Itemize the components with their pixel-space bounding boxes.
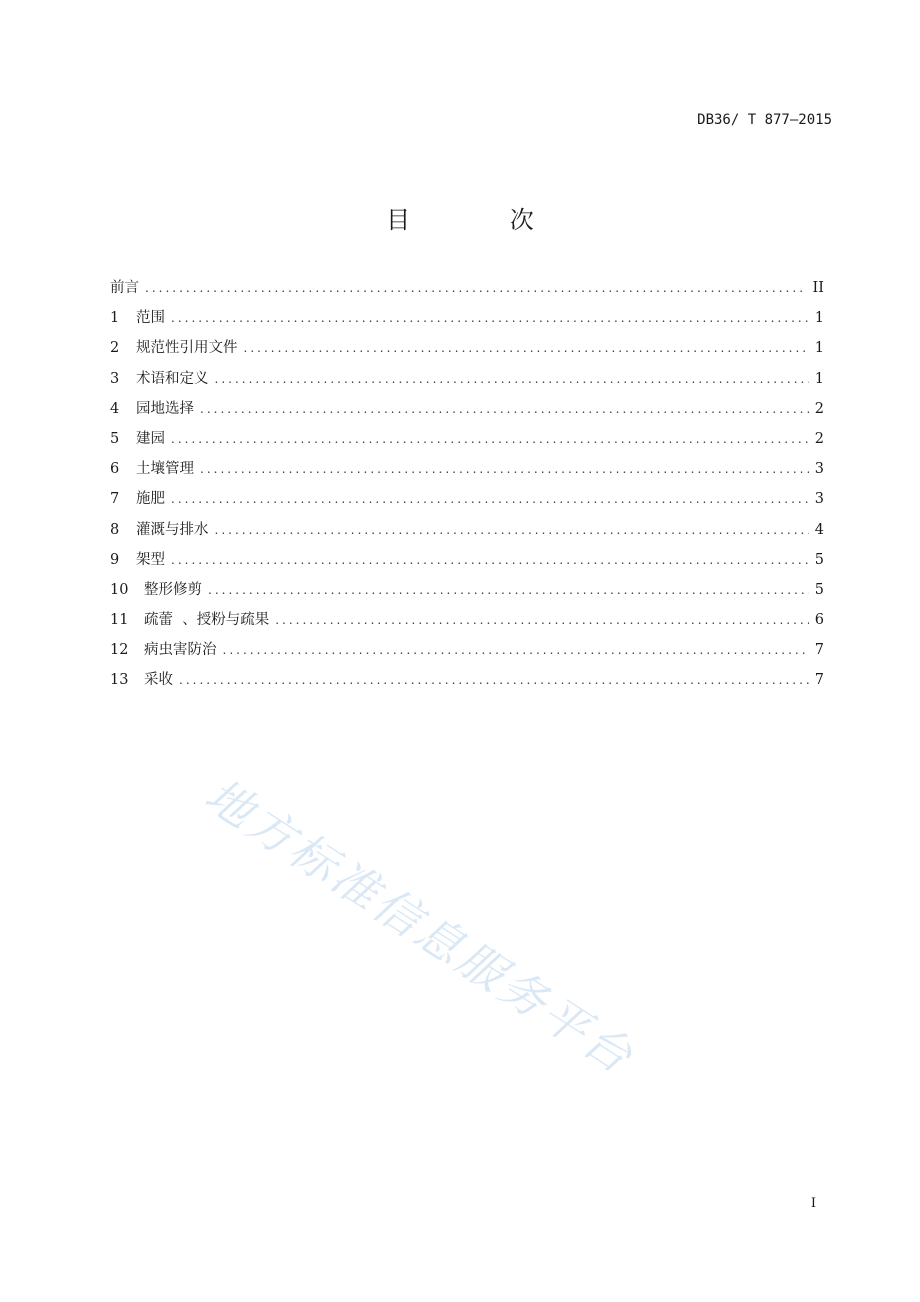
toc-entry-1[interactable] (110, 308, 824, 338)
toc-entry-number: 10 (110, 581, 129, 598)
toc-leader-dots (171, 429, 809, 449)
toc-entry-number: 8 (110, 521, 120, 538)
toc-entry-8[interactable] (110, 520, 824, 550)
toc-entry-11[interactable] (110, 610, 824, 640)
toc-entry-page: 1 (814, 370, 824, 387)
toc-leader-dots (275, 610, 809, 630)
toc-entry-label: 病虫害防治 (144, 642, 217, 659)
toc-entry-number: 7 (110, 491, 120, 508)
toc-leader-dots (171, 308, 809, 328)
toc-entry-number: 2 (110, 340, 120, 357)
toc-entry-13[interactable] (110, 670, 824, 700)
toc-leader-dots (223, 640, 809, 660)
toc-entry-label: 疏蕾 、授粉与疏果 (144, 612, 270, 629)
toc-entry-label: 土壤管理 (136, 461, 194, 478)
toc-entry-6[interactable] (110, 459, 824, 489)
toc-entry-page: 2 (814, 400, 824, 417)
table-of-contents (110, 278, 824, 701)
toc-entry-label: 整形修剪 (144, 581, 202, 598)
toc-leader-dots (200, 399, 809, 419)
toc-entry-number: 6 (110, 461, 120, 478)
toc-entry-page: 3 (814, 461, 824, 478)
toc-entry-page: 5 (814, 551, 824, 568)
toc-leader-dots (200, 459, 809, 479)
toc-entry-9[interactable] (110, 550, 824, 580)
toc-leader-dots (171, 550, 809, 570)
toc-leader-dots (215, 520, 809, 540)
toc-entry-number: 12 (110, 642, 129, 659)
watermark: 地方标准信息服务平台 (195, 767, 645, 1086)
toc-entry-label: 园地选择 (136, 400, 194, 417)
toc-entry-12[interactable] (110, 640, 824, 670)
toc-leader-dots (244, 338, 809, 358)
toc-entry-number: 3 (110, 370, 120, 387)
toc-entry-label: 建园 (136, 430, 165, 447)
toc-entry-label: 施肥 (136, 491, 165, 508)
toc-entry-page: 3 (814, 491, 824, 508)
toc-entry-5[interactable] (110, 429, 824, 459)
page-title: 目 次 (386, 206, 580, 234)
toc-entry-number: 13 (110, 672, 129, 689)
toc-entry-label: 架型 (136, 551, 165, 568)
toc-entry-label: 前言 (110, 280, 139, 296)
toc-entry-label: 范围 (136, 310, 165, 327)
toc-leader-dots (215, 369, 809, 389)
toc-leader-dots (179, 670, 809, 690)
toc-entry-number: 9 (110, 551, 120, 568)
toc-entry-page: 7 (814, 642, 824, 659)
toc-entry-number: 11 (110, 612, 129, 629)
toc-entry-7[interactable] (110, 489, 824, 519)
toc-entry-label: 采收 (144, 672, 173, 689)
toc-entry-preface[interactable] (110, 278, 824, 308)
toc-entry-page: 6 (814, 612, 824, 629)
toc-leader-dots (208, 580, 809, 600)
document-code: DB36/ T 877—2015 (697, 112, 832, 128)
toc-entry-label: 灌溉与排水 (136, 521, 209, 538)
toc-entry-page: 2 (814, 430, 824, 447)
toc-entry-label: 规范性引用文件 (136, 340, 238, 357)
toc-entry-page: 4 (814, 521, 824, 538)
toc-entry-number: 1 (110, 310, 120, 327)
toc-leader-dots (145, 278, 807, 298)
toc-entry-page: 7 (814, 672, 824, 689)
toc-entry-label: 术语和定义 (136, 370, 209, 387)
toc-entry-page: 1 (814, 340, 824, 357)
toc-entry-3[interactable] (110, 369, 824, 399)
page-number: I (810, 1196, 816, 1211)
toc-entry-page: II (812, 280, 824, 296)
toc-entry-number: 5 (110, 430, 120, 447)
toc-entry-number: 4 (110, 400, 120, 417)
toc-leader-dots (171, 489, 809, 509)
toc-entry-page: 1 (814, 310, 824, 327)
toc-entry-10[interactable] (110, 580, 824, 610)
toc-entry-4[interactable] (110, 399, 824, 429)
toc-entry-2[interactable] (110, 338, 824, 368)
toc-entry-page: 5 (814, 581, 824, 598)
